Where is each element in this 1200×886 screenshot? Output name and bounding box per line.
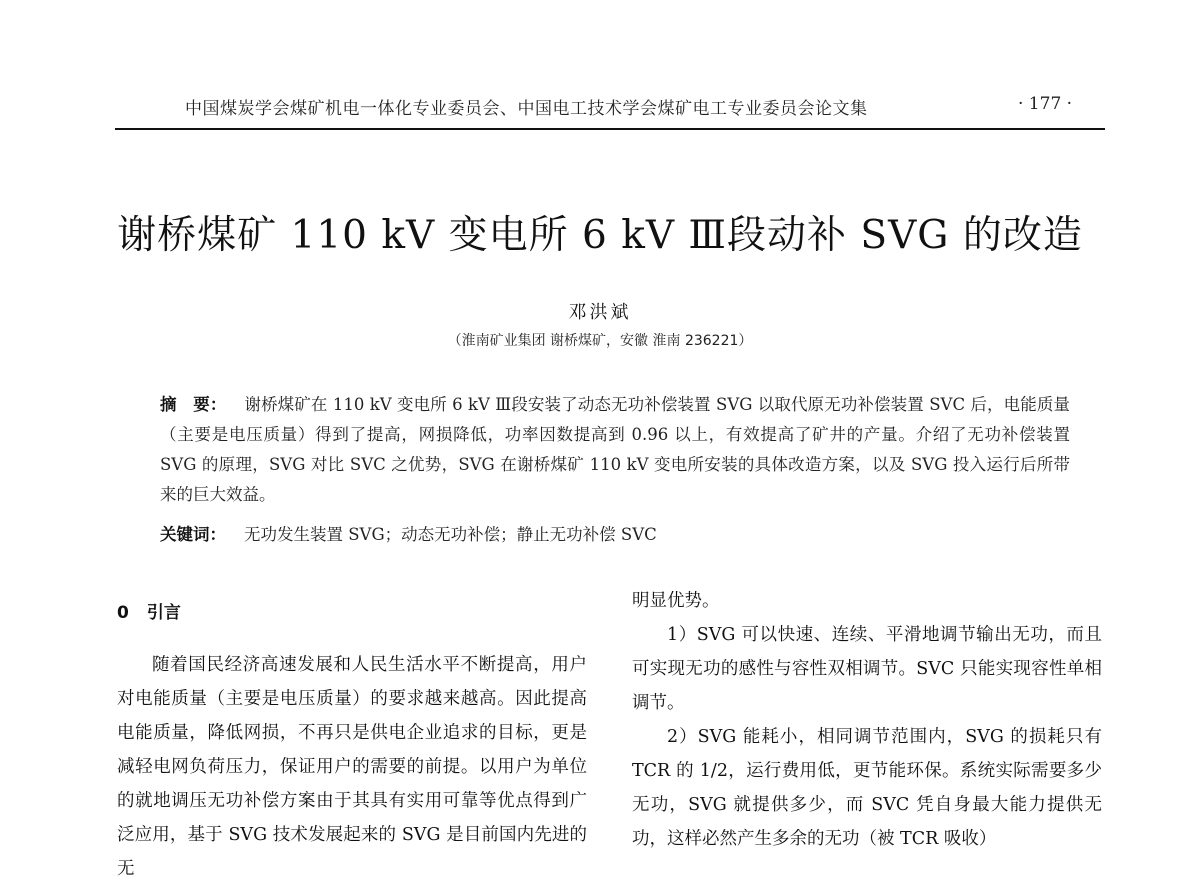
author-affiliation: （淮南矿业集团 谢桥煤矿，安徽 淮南 236221） xyxy=(447,333,753,349)
running-header: 中国煤炭学会煤矿机电一体化专业委员会、中国电工技术学会煤矿电工专业委员会论文集 xyxy=(185,99,868,119)
advantage-point-2: 2）SVG 能耗小，相同调节范围内，SVG 的损耗只有 TCR 的 1/2，运行费用低，更节能环保。系统实际需要多少无功，SVG 就提供多少，而 SVC 凭自身最大能力提供无功，这样必然产生多余的无功（被 TCR 吸收） xyxy=(632,727,1102,849)
abstract-label: 摘 要： xyxy=(160,395,227,414)
keywords xyxy=(160,520,1070,550)
intro-paragraph: 随着国民经济高速发展和人民生活水平不断提高，用户对电能质量（主要是电压质量）的要求越来越高。因此提高电能质量，降低网损，不再只是供电企业追求的目标，更是减轻电网负荷压力，保证用户的需要的前提。以用户为单位的就地调压无功补偿方案由于其具有实用可靠等优点得到广泛应用，基于 SVG 技术发展起来的 SVG 是目前国内先进的无 xyxy=(117,655,587,879)
author-name: 邓洪斌 xyxy=(568,302,632,323)
abstract-text: 谢桥煤矿在 110 kV 变电所 6 kV Ⅲ段安装了动态无功补偿装置 SVG 以取代原无功补偿装置 SVC 后，电能质量（主要是电压质量）得到了提高，网损降低，功率因数提高到 0.96 以上，有效提高了矿井的产量。介绍了无功补偿装置 SVG 的原理，SVG 对比 SVC 之优势，SVG 在谢桥煤矿 110 kV 变电所安装的具体改造方案，以及 SVG 投入运行后所带来的巨大效益。 xyxy=(160,395,1070,504)
keywords-text: 无功发生装置 SVG；动态无功补偿；静止无功补偿 SVC xyxy=(244,525,657,544)
abstract xyxy=(160,390,1070,510)
section-number: 0 xyxy=(117,603,129,623)
right-column xyxy=(632,584,1102,856)
paper-title: 谢桥煤矿 110 kV 变电所 6 kV Ⅲ段动补 SVG 的改造 xyxy=(117,213,1083,258)
advantage-point-1: 1）SVG 可以快速、连续、平滑地调节输出无功，而且可实现无功的感性与容性双相调节。SVC 只能实现容性单相调节。 xyxy=(632,625,1102,713)
header-rule xyxy=(115,128,1105,130)
keywords-label: 关键词： xyxy=(160,525,226,544)
section-title: 引言 xyxy=(146,603,181,623)
section-heading xyxy=(117,596,587,630)
page-number: · 177 · xyxy=(1018,94,1073,114)
left-column xyxy=(117,596,587,886)
continued-text: 明显优势。 xyxy=(632,591,720,611)
